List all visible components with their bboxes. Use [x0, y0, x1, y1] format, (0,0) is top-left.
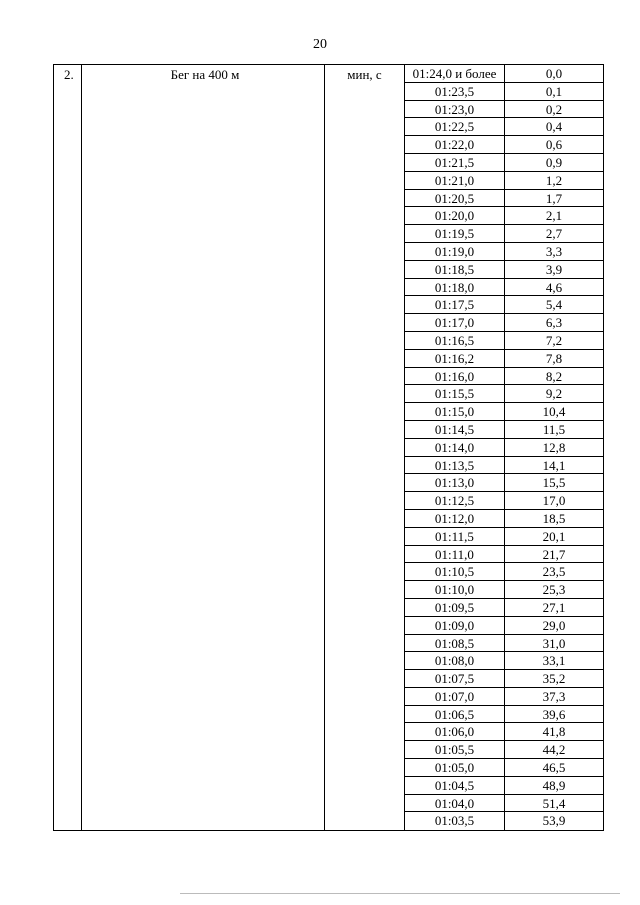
- result-time-cell: 01:09,5: [405, 599, 505, 616]
- table-row: [405, 243, 603, 261]
- table-row: [405, 154, 603, 172]
- table-row: [405, 474, 603, 492]
- table-row: [405, 65, 603, 83]
- result-time-cell: 01:10,0: [405, 581, 505, 598]
- result-time-cell: 01:21,5: [405, 154, 505, 171]
- table-row: [405, 706, 603, 724]
- points-cell: 14,1: [542, 457, 566, 473]
- table-row: [405, 723, 603, 741]
- points-cell: 8,2: [545, 368, 563, 384]
- points-cell: 23,5: [542, 564, 566, 580]
- item-number-column: [54, 65, 82, 830]
- table-row: [405, 296, 603, 314]
- result-time-cell: 01:20,5: [405, 190, 505, 207]
- exercise-name: Бег на 400 м: [170, 67, 240, 82]
- result-time-cell: 01:13,0: [405, 474, 505, 491]
- points-cell: 39,6: [542, 706, 566, 722]
- result-time-cell: 01:16,0: [405, 368, 505, 385]
- table-row: [405, 225, 603, 243]
- result-time-cell: 01:15,0: [405, 403, 505, 420]
- points-cell: 0,6: [545, 137, 563, 153]
- table-row: [405, 385, 603, 403]
- results-rows: [405, 65, 603, 830]
- result-time-cell: 01:22,0: [405, 136, 505, 153]
- points-cell: 12,8: [542, 439, 566, 455]
- points-cell: 5,4: [545, 297, 563, 313]
- table-row: [405, 439, 603, 457]
- result-time-cell: 01:17,5: [405, 296, 505, 313]
- points-cell: 6,3: [545, 315, 563, 331]
- table-row: [405, 279, 603, 297]
- points-cell: 15,5: [542, 475, 566, 491]
- points-cell: 51,4: [542, 795, 566, 811]
- result-time-cell: 01:04,5: [405, 777, 505, 794]
- result-time-cell: 01:23,0: [405, 101, 505, 118]
- result-time-cell: 01:09,0: [405, 617, 505, 634]
- points-cell: 0,4: [545, 119, 563, 135]
- points-cell: 37,3: [542, 688, 566, 704]
- table-row: [405, 492, 603, 510]
- result-time-cell: 01:10,5: [405, 563, 505, 580]
- result-time-cell: 01:17,0: [405, 314, 505, 331]
- points-cell: 21,7: [542, 546, 566, 562]
- page-number: 20: [313, 37, 327, 52]
- table-row: [405, 777, 603, 795]
- item-number: 2.: [64, 67, 74, 82]
- scoring-table: [53, 64, 604, 831]
- table-row: [405, 670, 603, 688]
- result-time-cell: 01:16,5: [405, 332, 505, 349]
- points-cell: 31,0: [542, 635, 566, 651]
- points-cell: 0,0: [545, 66, 563, 81]
- points-cell: 1,2: [545, 172, 563, 188]
- result-time-cell: 01:15,5: [405, 385, 505, 402]
- bottom-divider: [180, 893, 620, 894]
- table-row: [405, 190, 603, 208]
- result-time-cell: 01:24,0 и более: [405, 65, 505, 82]
- result-time-cell: 01:21,0: [405, 172, 505, 189]
- points-cell: 7,8: [545, 350, 563, 366]
- table-row: [405, 812, 603, 830]
- result-time-cell: 01:18,0: [405, 279, 505, 296]
- result-time-cell: 01:06,0: [405, 723, 505, 740]
- unit-column: [325, 65, 405, 830]
- result-time-cell: 01:04,0: [405, 795, 505, 812]
- points-cell: 25,3: [542, 582, 566, 598]
- points-cell: 41,8: [542, 724, 566, 740]
- exercise-name-column: [82, 65, 325, 830]
- result-time-cell: 01:22,5: [405, 118, 505, 135]
- points-cell: 0,2: [545, 101, 563, 117]
- result-time-cell: 01:12,0: [405, 510, 505, 527]
- table-row: [405, 635, 603, 653]
- result-time-cell: 01:05,5: [405, 741, 505, 758]
- points-cell: 9,2: [545, 386, 563, 402]
- result-time-cell: 01:08,0: [405, 652, 505, 669]
- table-row: [405, 652, 603, 670]
- points-cell: 53,9: [542, 813, 566, 829]
- result-time-cell: 01:12,5: [405, 492, 505, 509]
- points-cell: 1,7: [545, 190, 563, 206]
- result-time-cell: 01:06,5: [405, 706, 505, 723]
- result-time-cell: 01:18,5: [405, 261, 505, 278]
- points-cell: 46,5: [542, 760, 566, 776]
- points-cell: 27,1: [542, 599, 566, 615]
- result-time-cell: 01:11,0: [405, 546, 505, 563]
- points-cell: 2,7: [545, 226, 563, 242]
- table-row: [405, 368, 603, 386]
- points-cell: 11,5: [542, 421, 566, 437]
- table-row: [405, 261, 603, 279]
- table-row: [405, 136, 603, 154]
- table-row: [405, 546, 603, 564]
- points-cell: 33,1: [542, 653, 566, 669]
- points-cell: 29,0: [542, 617, 566, 633]
- table-row: [405, 759, 603, 777]
- table-row: [405, 617, 603, 635]
- table-row: [405, 528, 603, 546]
- table-row: [405, 688, 603, 706]
- points-cell: 3,3: [545, 243, 563, 259]
- points-cell: 2,1: [545, 208, 563, 224]
- points-cell: 20,1: [542, 528, 566, 544]
- table-row: [405, 457, 603, 475]
- table-row: [405, 207, 603, 225]
- points-cell: 3,9: [545, 261, 563, 277]
- result-time-cell: 01:19,5: [405, 225, 505, 242]
- result-time-cell: 01:11,5: [405, 528, 505, 545]
- table-row: [405, 741, 603, 759]
- table-row: [405, 510, 603, 528]
- table-row: [405, 563, 603, 581]
- result-time-cell: 01:07,5: [405, 670, 505, 687]
- table-row: [405, 421, 603, 439]
- table-row: [405, 83, 603, 101]
- points-cell: 18,5: [542, 510, 566, 526]
- table-row: [405, 403, 603, 421]
- points-cell: 48,9: [542, 777, 566, 793]
- points-cell: 10,4: [542, 404, 566, 420]
- result-time-cell: 01:19,0: [405, 243, 505, 260]
- table-row: [405, 172, 603, 190]
- result-time-cell: 01:07,0: [405, 688, 505, 705]
- result-time-cell: 01:13,5: [405, 457, 505, 474]
- result-time-cell: 01:20,0: [405, 207, 505, 224]
- points-cell: 44,2: [542, 742, 566, 758]
- result-time-cell: 01:08,5: [405, 635, 505, 652]
- points-cell: 0,1: [545, 83, 563, 99]
- result-time-cell: 01:14,0: [405, 439, 505, 456]
- table-row: [405, 581, 603, 599]
- points-cell: 17,0: [542, 493, 566, 509]
- result-time-cell: 01:14,5: [405, 421, 505, 438]
- table-row: [405, 118, 603, 136]
- unit-label: мин, с: [347, 67, 382, 82]
- result-time-cell: 01:16,2: [405, 350, 505, 367]
- points-cell: 7,2: [545, 332, 563, 348]
- points-cell: 35,2: [542, 671, 566, 687]
- table-row: [405, 350, 603, 368]
- table-row: [405, 101, 603, 119]
- points-cell: 0,9: [545, 154, 563, 170]
- table-row: [405, 795, 603, 813]
- table-row: [405, 599, 603, 617]
- result-time-cell: 01:03,5: [405, 812, 505, 830]
- table-row: [405, 332, 603, 350]
- result-time-cell: 01:23,5: [405, 83, 505, 100]
- result-time-cell: 01:05,0: [405, 759, 505, 776]
- points-cell: 4,6: [545, 279, 563, 295]
- table-row: [405, 314, 603, 332]
